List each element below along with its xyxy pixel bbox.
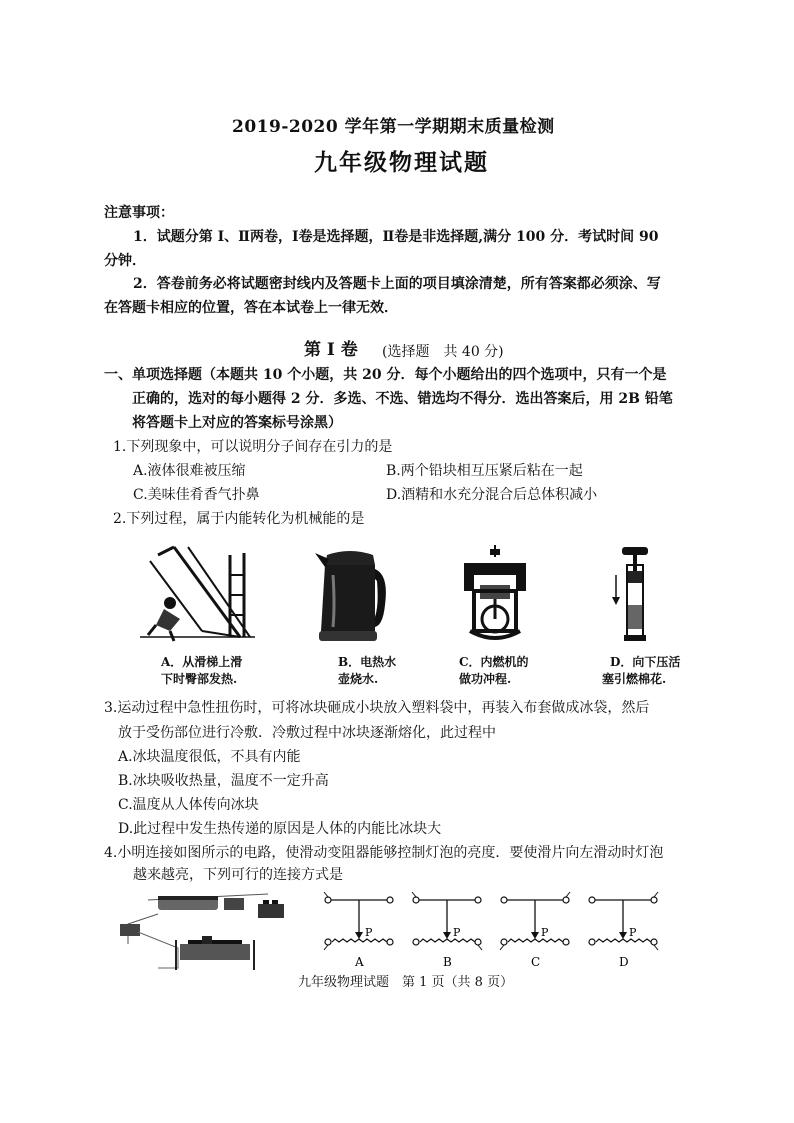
q2-option-b-line-2: 壶烧水. xyxy=(338,672,379,686)
notice-item-2-line-2: 在答题卡相应的位置，答在本试卷上一律无效． xyxy=(104,300,398,316)
engine-figure xyxy=(458,545,533,645)
q3-option-b: B.冰块吸收热量，温度不一定升高 xyxy=(118,773,329,789)
rheostat-a-terminal-top-right xyxy=(387,897,393,903)
rheostat-d-wire-top xyxy=(654,892,658,897)
rheostat-b-terminal-top-left xyxy=(413,897,419,903)
rheostat-c-wire-top xyxy=(566,892,570,897)
q2-option-d-line-2: 塞引燃棉花. xyxy=(602,672,667,686)
notice-heading: 注意事项： xyxy=(104,205,174,221)
q2-option-d-line-1: D．向下压活 xyxy=(610,655,681,669)
slide-figure xyxy=(140,545,255,645)
rheostat-b-label: B xyxy=(443,955,452,969)
rheostat-d-slider-arrow xyxy=(619,932,627,939)
section-title: 第 Ⅰ 卷 xyxy=(304,340,358,360)
rheostat-options-diagram xyxy=(318,880,648,980)
q4-stem-line-2: 越来越亮，下列可行的连接方式是 xyxy=(133,867,343,883)
q3-stem-line-1: 3.运动过程中急性扭伤时，可将冰块砸成小块放入塑料袋中，再装入布套做成冰袋，然后 xyxy=(104,700,650,716)
rheostat-c-slider-label: P xyxy=(541,926,549,939)
rheostat-d-terminal-bottom-left xyxy=(589,939,595,945)
q2-stem: 2.下列过程，属于内能转化为机械能的是 xyxy=(113,511,365,527)
q1-option-b: B.两个铅块相互压紧后粘在一起 xyxy=(386,463,583,479)
kettle-figure xyxy=(313,545,388,645)
rheostat-d-terminal-top-left xyxy=(589,897,595,903)
rheostat-a-slider-arrow xyxy=(355,932,363,939)
rheostat-b-slider-label: P xyxy=(453,926,461,939)
rheostat-a-label: A xyxy=(355,955,364,969)
rheostat-b-terminal-top-right xyxy=(475,897,481,903)
rheostat-d-resistor-coil xyxy=(596,939,652,942)
exam-title: 2019-2020 学年第一学期期末质量检测 xyxy=(232,117,555,137)
q2-option-b-caption xyxy=(338,654,418,688)
rheostat-d-label: D xyxy=(619,955,629,969)
q2-option-d-caption xyxy=(602,654,692,688)
q2-option-a-caption xyxy=(161,654,251,688)
rheostat-d-wire-bottom xyxy=(654,945,658,950)
rheostat-a-terminal-top-left xyxy=(325,897,331,903)
rheostat-d-slider-label: P xyxy=(629,926,637,939)
circuit-figure xyxy=(118,888,293,978)
rheostat-c-terminal-top-right xyxy=(563,897,569,903)
q2-option-c-caption xyxy=(459,654,544,688)
part1-instructions-line-1: 一、单项选择题（本题共 10 个小题，共 20 分．每个小题给出的四个选项中，只有一个是 xyxy=(104,367,667,383)
rheostat-b-terminal-bottom-right xyxy=(475,939,481,945)
q3-option-a: A.冰块温度很低，不具有内能 xyxy=(118,749,301,765)
notice-item-1-line-2: 分钟． xyxy=(104,253,146,269)
q2-option-a-line-1: A．从滑梯上滑 xyxy=(161,655,243,669)
rheostat-b-wire-bottom xyxy=(478,945,482,950)
rheostat-b-resistor-coil xyxy=(420,939,476,942)
q1-option-c: C.美味佳肴香气扑鼻 xyxy=(133,487,260,503)
rheostat-a-terminal-bottom-left xyxy=(325,939,331,945)
notice-item-2-line-1: 2．答卷前务必将试题密封线内及答题卡上面的项目填涂清楚，所有答案都必须涂、写 xyxy=(133,276,661,292)
notice-item-1-line-1: 1．试题分第 Ⅰ、Ⅱ两卷，Ⅰ卷是选择题，Ⅱ卷是非选择题,满分 100 分．考试时间 90 xyxy=(133,229,659,245)
q3-stem-line-2: 放于受伤部位进行冷敷．冷敷过程中冰块逐渐熔化，此过程中 xyxy=(118,725,496,741)
rheostat-a-wire-top xyxy=(324,892,328,897)
rheostat-a-resistor-coil xyxy=(332,939,388,942)
rheostat-c-terminal-bottom-right xyxy=(563,939,569,945)
piston-figure xyxy=(610,545,660,645)
exam-subtitle: 九年级物理试题 xyxy=(314,149,489,176)
rheostat-b-terminal-bottom-left xyxy=(413,939,419,945)
rheostat-d-terminal-bottom-right xyxy=(651,939,657,945)
rheostat-a-wire-bottom xyxy=(324,945,328,950)
rheostat-c-terminal-bottom-left xyxy=(501,939,507,945)
rheostat-b-slider-arrow xyxy=(443,932,451,939)
rheostat-c-terminal-top-left xyxy=(501,897,507,903)
q4-stem-line-1: 4.小明连接如图所示的电路，使滑动变阻器能够控制灯泡的亮度．要使滑片向左滑动时灯泡 xyxy=(104,845,664,861)
q2-option-a-line-2: 下时臀部发热. xyxy=(161,672,238,686)
rheostat-a-slider-label: P xyxy=(365,926,373,939)
q2-option-c-line-1: C．内燃机的 xyxy=(459,655,529,669)
rheostat-c-resistor-coil xyxy=(508,939,564,942)
rheostat-c-slider-arrow xyxy=(531,932,539,939)
section-note: (选择题 共 40 分) xyxy=(382,344,504,360)
rheostat-c-wire-bottom xyxy=(500,945,504,950)
rheostat-c-label: C xyxy=(531,955,541,969)
q2-option-c-line-2: 做功冲程. xyxy=(459,672,512,686)
q1-option-d: D.酒精和水充分混合后总体积减小 xyxy=(386,487,598,503)
q3-option-d: D.此过程中发生热传递的原因是人体的内能比冰块大 xyxy=(118,821,442,837)
q2-option-b-line-1: B．电热水 xyxy=(338,655,397,669)
rheostat-a-terminal-bottom-right xyxy=(387,939,393,945)
rheostat-d-terminal-top-right xyxy=(651,897,657,903)
part1-instructions-line-3: 将答题卡上对应的答案标号涂黑） xyxy=(132,415,342,431)
q1-stem: 1.下列现象中，可以说明分子间存在引力的是 xyxy=(113,439,393,455)
rheostat-b-wire-top xyxy=(412,892,416,897)
part1-instructions-line-2: 正确的，选对的每小题得 2 分．多选、不选、错选均不得分．选出答案后，用 2B 铅笔 xyxy=(132,391,673,407)
q1-option-a: A.液体很难被压缩 xyxy=(133,463,246,479)
page-footer: 九年级物理试题 第 1 页（共 8 页） xyxy=(298,975,514,990)
q3-option-c: C.温度从人体传向冰块 xyxy=(118,797,259,813)
